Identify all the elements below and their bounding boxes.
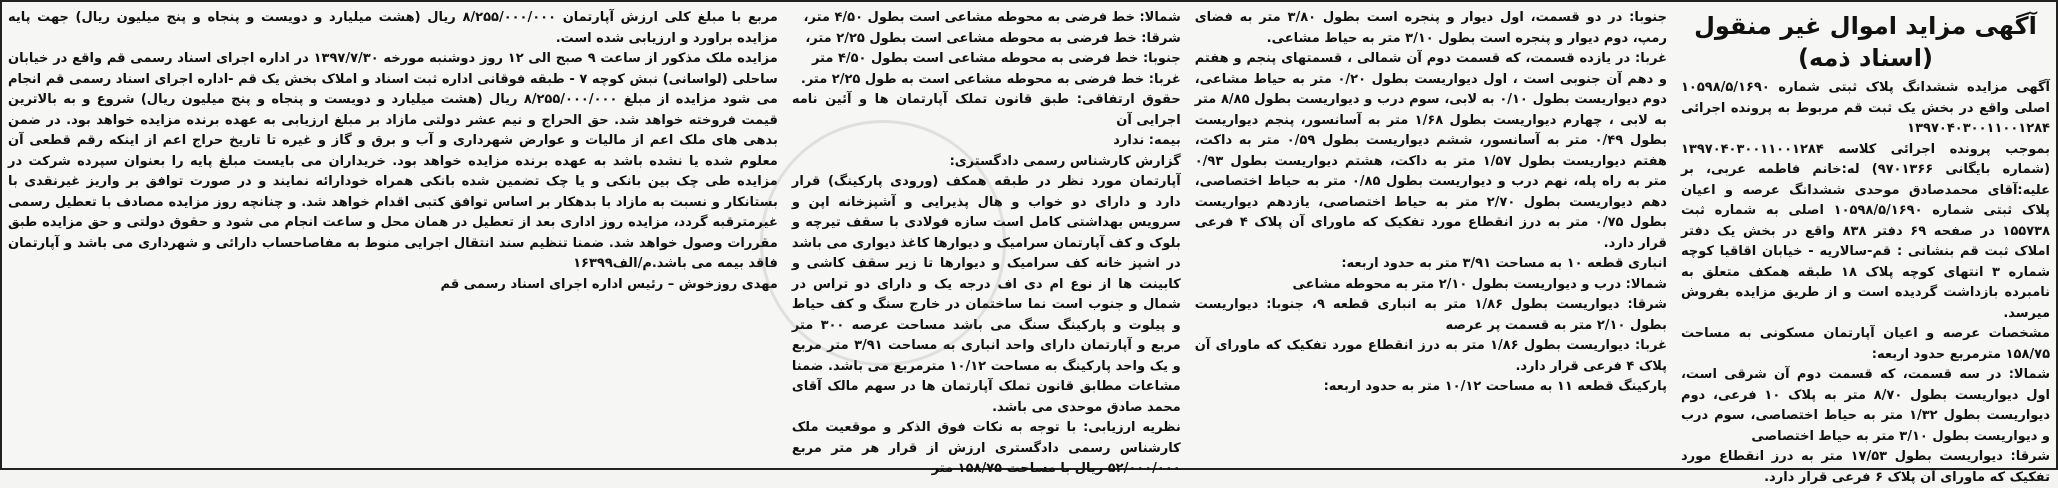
paragraph: آپارتمان مورد نظر در طبقه همکف (ورودی پارکینگ) قرار دارد و دارای دو خواب و هال پذیرایی و آشپزخانه اپن و سرویس بهداشتی کامل است سازه فولادی با سقف تیرچه و بلوک و کف آپارتمان سرامیک و دیوارها کاغذ دیواری می باشد در اشپز خانه کف سرامیک و دیوارها تا زیر سقف کاشی و کابینت ها از نوع ام دی اف درجه یک و دارای دو تراس در شمال و جنوب است نما ساختمان در خارج سنگ و کف حیاط و پیلوت و پارکینگ سنگ می باشد مساحت عرصه ۳۰۰ متر مربع و آپارتمان دارای واحد انباری به مساحت ۳/۹۱ متر مربع و یک واحد پارکینگ به مساحت ۱۰/۱۲ مترمربع می باشد. ضمنا مشاعات مطابق قانون تملک آپارتمان ها در سهم مالک آقای محمد صادق موحدی می باشد.: [791, 174, 1181, 415]
paragraph: مزایده ملک مذکور از ساعت ۹ صبح الی ۱۲ روز دوشنبه مورخه ۱۳۹۷/۷/۳۰ در اداره اجرای اسناد رسمی قم واقع در خیابان ساحلی (لواسانی) نبش کوچه ۷ - طبقه فوقانی اداره ثبت اسناد و املاک بخش یک قم -اداره اجرای اسناد رسمی قم انجام می شود مزایده از مبلغ ۸/۲۵۵/۰۰۰/۰۰۰ ریال (هشت میلیارد و دویست و پنجاه و پنج میلیون ریال) شروع و به بالاترین قیمت فروخته خواهد شد. حق الحراج و نیم عشر دولتی مازاد بر مبلغ ارزیابی به عهده برنده مزایده خواهد بود. در ضمن بدهی های ملک اعم از مالیات و عوارض شهرداری و آب و برق و گاز و غیره تا تاریخ حراج اعم از اینکه رقم قطعی آن معلوم شده یا نشده باشد به عهده برنده مزایده خواهد بود. خریداران می بایست مبلغ پایه را بعنوان سپرده شرکت در مزایده طی چک بین بانکی و یا چک تضمین شده بانکی همراه خودارائه نمایند و در صورت توافق بر واریز غیرنقدی با بستانکار و نسبت به مازاد با بدهکار بر اساس توافق کتبی اقدام خواهد شد. و چنانچه روز مزایده مصادف با تعطیل رسمی غیرمترقبه گردد، مزایده روز اداری بعد از تعطیل در همان محل و ساعت انجام می شود و حقوق دولتی و حق مزایده طبق مقررات وصول خواهد شد. ضمنا تنظیم سند انتقال اجرایی منوط به مفاصاحساب دارائی و شهرداری می باشد و آپارتمان فاقد بیمه می باشد.م/الف۱۶۳۹۹: [8, 51, 778, 271]
paragraph: غربا: دیواریست بطول ۱/۸۶ متر به درز انقطاع مورد تفکیک که ماورای آن پلاک ۴ فرعی قرار دارد.: [1194, 338, 1667, 374]
paragraph: شرقا: دیواریست بطول ۱۷/۵۳ متر به درز انقطاع مورد تفکیک که ماورای آن پلاک ۶ فرعی قرار دارد.: [1680, 449, 2051, 485]
paragraph: پارکینگ قطعه ۱۱ به مساحت ۱۰/۱۲ متر به حدود اربعه:: [1323, 379, 1667, 394]
paragraph: غربا: در یازده قسمت، که قسمت دوم آن شمالی ، قسمتهای پنجم و هفتم و دهم آن جنوبی است ، اول دیواریست بطول ۰/۲۰ متر به حیاط مشاعی، دوم دیواریست بطول ۰/۱۰ به لابی، سوم درب و دیواریست بطول ۸/۸۵ متر به لابی ، چهارم دیواریست بطول ۱/۶۸ متر به آسانسور، پنجم دیواریست بطول ۰/۴۹ متر به آسانسور، ششم دیواریست بطول ۰/۵۹ متر به داکت، هفتم دیواریست بطول ۱/۵۷ متر به داکت، هشتم دیواریست بطول ۰/۹۳ متر به راه پله، نهم درب و دیواریست بطول ۰/۸۵ متر به حیاط اختصاصی، دهم دیواریست بطول ۲/۷۰ متر به حیاط اختصاصی، یازدهم دیواریست بطول ۰/۷۵ متر به درز انقطاع مورد تفکیک که ماورای آن پلاک ۴ فرعی قرار دارد.: [1194, 51, 1667, 251]
paragraph: نظریه ارزیابی: با توجه به نکات فوق الذکر و موقعیت ملک کارشناس رسمی دادگستری ارزش از قرار هر متر مربع ۵۲/۰۰۰/۰۰۰ ریال با مساحت ۱۵۸/۷۵ متر: [791, 420, 1181, 476]
notice-column-1: [1680, 8, 2051, 485]
signature-line: مهدی روزخوش – رئیس اداره اجرای اسناد رسمی قم: [440, 276, 778, 292]
paragraph: جنوبا: در دو قسمت، اول دیوار و پنجره است بطول ۳/۸۰ متر به فضای رمپ، دوم دیوار و پنجره است بطول ۳/۱۰ متر به حیاط مشاعی.: [1194, 10, 1667, 46]
paragraph: غربا: خط فرضی به محوطه مشاعی است به طول ۲/۲۵ متر.: [800, 71, 1181, 87]
paragraph: جنوبا: خط فرضی به محوطه مشاعی است بطول ۴/۵۰ متر: [811, 51, 1181, 66]
paragraph: انباری قطعه ۱۰ به مساحت ۳/۹۱ متر به حدود اربعه:: [1341, 256, 1667, 271]
notice-title: آگهی مزاید اموال غیر منقول (اسناد ذمه): [1694, 12, 2037, 72]
paragraph: مربع با مبلغ کلی ارزش آپارتمان ۸/۲۵۵/۰۰۰/۰۰۰ ریال (هشت میلیارد و دویست و پنجاه و پنج میلیون ریال) جهت پایه مزایده براورد و ارزیابی شده است.: [8, 10, 778, 46]
paragraph: شمالا: در سه قسمت، که قسمت دوم آن شرقی است، اول دیواریست بطول ۸/۷۰ متر به پلاک ۱۰ فرعی، دوم دیواریست بطول ۱/۳۲ متر به حیاط اختصاصی، سوم درب و دیواریست بطول ۳/۱۰ متر به حیاط اختصاصی: [1680, 367, 2051, 444]
paragraph: شمالا: خط فرضی به محوطه مشاعی است بطول ۴/۵۰ متر،: [803, 10, 1181, 25]
paragraph: گزارش کارشناس رسمی دادگستری:: [949, 153, 1181, 169]
paragraph: مشخصات عرصه و اعیان آپارتمان مسکونی به مساحت ۱۵۸/۷۵ مترمربع حدود اربعه:: [1680, 326, 2050, 362]
paragraph: آگهی مزایده ششدانگ پلاک ثبتی شماره ۱۰۵۹۸/۵/۱۶۹۰ اصلی واقع در بخش یک ثبت قم مربوط به پرونده اجرائی ۱۳۹۷۰۴۰۳۰۰۱۱۰۰۱۲۸۴: [1680, 80, 2050, 136]
paragraph: بیمه: ندارد: [1113, 133, 1181, 148]
paragraph: بموجب پرونده اجرائی کلاسه ۱۳۹۷۰۴۰۳۰۰۱۱۰۰۱۲۸۴ (شماره بایگانی ۹۷۰۱۳۶۶) له:خانم فاطمه عربی، بر علیه:آقای محمدصادق موحدی ششدانگ عرصه و اعیان پلاک ثبتی شماره ۱۰۵۹۸/۵/۱۶۹۰ اصلی به شماره ثبت ۱۵۵۷۳۸ در صفحه ۶۹ دفتر ۸۳۸ واقع در بخش یک دفتر املاک ثبت قم بنشانی : قم-سالاریه - خیابان اقاقیا کوچه شماره ۳ انتهای کوچه پلاک ۱۸ طبقه همکف متعلق به نامبرده بازداشت گردیده است و از طریق مزایده بفروش میرسد.: [1680, 141, 2051, 321]
notice-column-3: [791, 8, 1181, 476]
paragraph: شرقا: دیواریست بطول ۱/۸۶ متر به انباری قطعه ۹، جنوبا: دیواریست بطول ۲/۱۰ متر به قسمت پر عرصه: [1194, 297, 1667, 333]
paragraph: شمالا: درب و دیواریست بطول ۲/۱۰ متر به محوطه مشاعی: [1292, 276, 1667, 292]
paragraph: شرقا: خط فرضی به محوطه مشاعی است بطول ۲/۲۵ متر،: [805, 30, 1181, 46]
notice-column-4: [8, 8, 778, 464]
paragraph: حقوق ارتفاقی: طبق قانون تملک آپارتمان ها و آئین نامه اجرایی آن: [791, 92, 1181, 128]
notice-column-2: [1195, 8, 1667, 464]
